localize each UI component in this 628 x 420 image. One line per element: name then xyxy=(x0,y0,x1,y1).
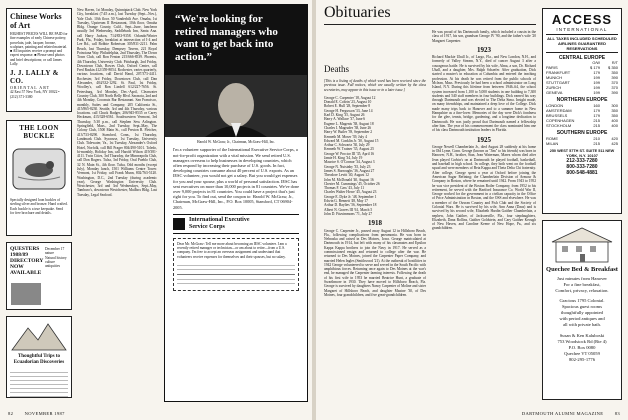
fare-rt: 350 xyxy=(611,70,618,75)
death-entry: James S. Burroughs '36, August 27 xyxy=(324,168,375,173)
quechee-line: Quechee VT 05059 xyxy=(564,351,600,356)
fare-rt: 400 xyxy=(611,123,618,128)
fare-city: STOCKHOLM xyxy=(546,123,572,128)
club-listings-column xyxy=(77,8,157,396)
questers-line: December 17 xyxy=(45,247,65,251)
fare-city: GENEVA xyxy=(546,90,563,95)
chinese-art-firm-sub: ORIENTAL ART xyxy=(10,85,51,91)
death-entry: Albert N. Graves III '61, March 5 xyxy=(324,207,373,212)
fare-rt: 350 xyxy=(611,108,618,113)
fare-ow: 160 xyxy=(593,103,600,108)
obit-1918-cont: He was proud of his Dartmouth family, which included a cousin in the class of 1917, his son, grandson George IV '90, and the father's wife '20 Margaret Carpenter. xyxy=(432,30,536,43)
obituaries-header: Obituaries xyxy=(324,4,391,21)
fare-rt: 390 xyxy=(611,90,618,95)
death-entry: Edward M. Conklin Jr. '30, August 15 xyxy=(324,138,379,143)
fare-city: PARIS xyxy=(546,65,558,70)
death-entry: Jamie H. King '34, July 19 xyxy=(324,156,363,161)
obituaries-col-2 xyxy=(432,30,536,400)
fare-ow: 179 xyxy=(593,70,600,75)
right-page xyxy=(316,0,628,420)
loon-buckle-title: THE LOON BUCKLE xyxy=(19,124,59,140)
access-banner: ALL TAXES INCLUDED SCHEDULED AIRLINES GUARANTEED RESERVATIONS xyxy=(547,36,617,51)
death-entry: George W. Proctor III '35, April 16 xyxy=(324,151,375,156)
quechee-lines xyxy=(546,276,618,363)
death-entry: George N. Nutsinby '35, July 23 xyxy=(324,164,371,169)
quechee-line: For a fine breakfast, xyxy=(563,282,601,287)
fare-rt: 390 xyxy=(611,75,618,80)
chinese-art-ad xyxy=(6,8,72,112)
death-entry: Charles I. Magruder '38, June 26 xyxy=(324,125,372,130)
fare-ow: 199 xyxy=(593,90,600,95)
fare-ow: 199 xyxy=(593,85,600,90)
chinese-art-title: Chinese Works of Art xyxy=(10,12,62,30)
club-listings-text: New Haven, 1st Monday, Quinnipiack Club. New York City, breakfast (7:45 a.m.), last Tuesday (Sept.–Nov.), Yale Club. 10th floor. 50 Vanderbilt Ave. Omaha, 1st Tuesday, Upstream II Restaurant, 10th floor, Omaha Bldg. Orange County, Calif., Sept.–June, luncheon usually 3rd Wednesday, Saddleback Inn, Santa Ana. call Harry Judson, 714/833-9358. Orlando/Winter Park, Fla., Friday, breakfast at intersection of I-4 and Lee Rd., call Bobbie Robertson 305/831-2211. Palm Beach, last Thursday, Dempsey Tavern, 221 Royal Poinciana Way. Philadelphia, 2nd Thursday, The Down Town Club, call Ron Fenton 215/666-8539. Phoenix, 4th Thursday, University Club. Pittsburgh, 2nd Friday, Downtown Club, Rowes Club, Oxford Center, call Fred Raskin 412/359-8054. Rochester, varies quarterly, various locations, call David Hand, 207/373-4411. Rochester, 3rd Friday, Downtown Club, call Dan Alexander, 404/332-1292. St. Paul, 1st Friday, Woolley's, call Ron Lindell 612/227-7656. St. Petersburg, 3rd Monday, Dec.-April, Clearwater Country Club, 300 North Belly Blvd. Sarasota, 2nd and 4th Monday, Coconuts Bar Restaurant. San Francisco, monthly, Suites and Company, 205 California St., 415/865-8230. Seattle, 3rd and 4th Thursday, various locations. call Chuck Badger, 206/945-8535 or Carey Heckman, 415/328-6561. Southwestern Vermont, 3rd Thursday, 5:30 p.m., call Stephen Sess Arlington. Springfield, Mass., 2nd Tuesday, Sept–May, The Colony Club, 1500 Main St., call Preston B. Fletcher, 413/733-8290. Stamford, Conn., 1st Thursday, Landmark Club. Syracuse, 1st Tuesday, University Club. Tidewater, Va., 1st Tuesday, Alexander's Oxford Hotel, Norfolk, call Bill Prager 804/490-5101. Toledo, bi-monthly, Holiday Inn, call Harold Wilson 419/381-4111. Twin Cities, 3rd Thursday, the Minneapolis Club, call Don Rogers. Tulsa, 3rd Friday, Oral Pueblo Club, 32 N. Main St., 4th floor. Tulsa, Odd months (except July), Monday lunch, 1501 Williams Centre Tower. Vermont, 1st Friday, call Frank Munn, 802/763-5120. Washington, D.C., 2nd Tuesday (during academic year), George Washington University Club. Westchester, 3rd and 3rd Wednesdays, Sept–May, Tamburo's, downtown Westchester, Mailbox Bldg. Last Tuesday, Legal Seafood. xyxy=(77,8,157,197)
fare-rt: 400 xyxy=(611,118,618,123)
north-europe-title: NORTHERN EUROPE xyxy=(556,97,608,103)
obit-1925-body: George Newell Chamberlain Jr., died August 28 suddenly at his home in Old Lyme, Conn. George (known as "Jim" to his friends) was born in Hanover, N.H., brother, Stan, Jean Waterman, Marez whom died after Jean played Corbin's on at Dartmouth he played football, basketball, and baseball in high school. In college, they both went on the football squad and were members of Beta Kappa and Theta Delta Chi fraternity. After college, George spent a year at Oxford before joining the American Sugar Refining; the Chamberlain Division of Armour & Company in Boston, where he remained until 1942. From 1943 to 1952 he was vice president of the Boston Boiler Company, from 1952 to his retirement, he served with the Hartford Insurance Co. World War II, George worked for the government in a civilian capacity in the Office of Price Administration in Boston, and the OSS and elsewhere. He was a member of the Ouvran Country and Fish Club and the Society of Colonial Wars. He is survived by his wife, Ann Anna (Daus) and is survived by his second wife, Elizabeth Hardin Gaither Chamberlain, a nephew, John Gaither, of Jacksonville, Fla., four stepdaughters, Elizabeth, Dana Rollins, Gaither Goldstein, and Cary Gaither Keough of New Haven, and Caroline Keene of New Hope, Pa., and six grandchildren. xyxy=(432,144,536,231)
quechee-line: Comfort, privacy, relaxation. xyxy=(555,288,609,293)
chinese-art-address: 42 East 57 New York, NY 10022 • (212) 371-3380 xyxy=(10,90,60,99)
thoughtful-trips-filler xyxy=(10,369,68,397)
header-rule xyxy=(324,24,536,25)
year-1918-heading: 1918 xyxy=(368,219,382,228)
fare-rt: 420 xyxy=(611,136,618,141)
questers-line: nature xyxy=(45,251,54,256)
fare-city: MILAN xyxy=(546,141,559,146)
questers-ad xyxy=(6,242,72,310)
year-1925-heading: 1925 xyxy=(477,135,491,144)
access-sub: INTERNATIONAL xyxy=(556,27,608,32)
left-page xyxy=(0,0,312,420)
fare-ow: 210 xyxy=(593,136,600,141)
iesc-logo xyxy=(173,214,299,234)
fare-ow: 199 xyxy=(593,75,600,80)
fare-row xyxy=(546,141,618,146)
access-phone[interactable]: 212-333-7280 xyxy=(566,158,598,165)
south-europe-title: SOUTHERN EUROPE xyxy=(556,130,608,136)
questers-line: Natural history xyxy=(45,255,67,260)
fare-ow: 179 xyxy=(593,113,600,118)
fare-city: AMSTERDAM xyxy=(546,108,572,113)
fare-city: MUNICH xyxy=(546,75,562,80)
fare-col-header: O/W xyxy=(592,61,600,65)
questers-photo xyxy=(11,283,41,305)
fare-row xyxy=(546,90,618,95)
mcgraw-caption: Harold W. McGraw, Jr., Chairman, McGraw-Hill, Inc. xyxy=(197,140,275,144)
death-entry: Theodore Levitt '40, August 12 xyxy=(324,173,369,178)
fare-ow: $ 179 xyxy=(589,65,600,70)
fare-city: COPENHAGEN xyxy=(546,118,575,123)
iesc-logo-text: International Executive Service Corps xyxy=(189,216,250,230)
south-europe-fares xyxy=(546,136,618,146)
quechee-line: 753 Woodstock Rd (Rte 4) xyxy=(557,339,607,344)
obit-1918-body: George C. Carpenter Jr., passed away August 12 in Hillsboro Beach, Fla., following complications from pneumonia. He was born in Nebraska and raised in Des Moines, Iowa. George matriculated at Dartmouth in 1914, but left with many of his classmates and Epsilon Kappa Kappa brothers to join the Navy in 1917. He served as a commissioned ensign and returned to college after the war. He returned to Des Moines, joined the Carpenter Paper Company, and married Helen Ingles (Smithwood '21). At the outbreak of hostilities in 1942 George volunteered to serve and served in the South Pacific with amphibious forces. Returning once again to Des Moines at the war's end, he managed the Carpenter farming interests. Following the death of his first wife in 1953 he married Beatrice Hunt, a graduate of Swarthmore in 1930. They have moved to Hillsboro Beach, Fla. George is survived by daughters Nancy Carpenter of Moline and sister Margaret of Hillsboro Beach, and daughter Maxine '30, of Des Moines, four grandchildren, and five great-grandchildren. xyxy=(324,228,426,297)
death-entry: Arthur D. Baylies '56, September 18 xyxy=(324,203,377,208)
deaths-intro: [This is a listing of deaths of which word has been received since the previous issue. Full notices, which are usually written by the class secretaries, may appear in this issue or in a later issue.] xyxy=(324,79,426,92)
portrait-illustration xyxy=(165,75,307,137)
death-entry: John D. Fitzsimmons '71, July 27 xyxy=(324,211,373,216)
fare-rt: 350 xyxy=(611,113,618,118)
death-entry: Thomas F. Cass '43, July 11 xyxy=(324,186,365,191)
fare-rt: 300 xyxy=(611,103,618,108)
fare-city: LONDON xyxy=(546,103,564,108)
quechee-line: Just minutes from Hanover xyxy=(557,276,607,281)
access-phone[interactable]: 800-548-4881 xyxy=(566,170,598,177)
central-europe-fares xyxy=(546,65,618,95)
right-page-number: 83 xyxy=(614,411,620,416)
death-entry: Robert E. Hull '28, September 8 xyxy=(324,104,371,109)
death-entry: Kenneth W. Trainer '35, August 25 xyxy=(324,147,374,152)
quechee-line: Gracious 1795 Colonial. xyxy=(559,298,605,303)
fare-rt: 425 xyxy=(611,141,618,146)
fare-city: ZURICH xyxy=(546,85,562,90)
year-1923-heading: 1923 xyxy=(477,45,491,54)
left-page-date: NOVEMBER 1987 xyxy=(24,411,65,416)
quechee-line: thoughtfully appointed xyxy=(561,310,603,315)
north-europe-fares xyxy=(546,103,618,128)
fare-rt: $ 350 xyxy=(607,65,618,70)
obituaries-col-1 xyxy=(324,30,426,400)
death-entry: Kenneth M. Moser '39, July 4 xyxy=(324,134,367,139)
loon-buckle-illustration xyxy=(10,143,68,195)
questers-line: culture xyxy=(45,259,55,264)
iesc-headline: “We're looking for retired managers who want to get back into action.” xyxy=(175,13,278,63)
fare-ow: 215 xyxy=(593,123,600,128)
fare-city: FRANKFURT xyxy=(546,70,571,75)
left-page-number: 82 xyxy=(8,411,14,416)
iesc-header xyxy=(165,5,307,75)
right-page-magazine: DARTMOUTH ALUMNI MAGAZINE xyxy=(521,411,604,416)
questers-lines xyxy=(45,247,71,268)
quechee-bnb-ad xyxy=(542,220,622,400)
quechee-line: P.O. Box 0080 xyxy=(568,345,596,350)
iesc-body: I'm a volunteer supporter of the International Executive Service Corps, a not-for-profit organization with a vital mission. We send retired U.S. managers overseas to help businesses in developing countries, which often respond by increasing their purchase of U.S. goods. In fact, developing countries consume about 40 percent of U.S. exports. As an IESC volunteer, you would not get a salary. But you would get expenses for you and your spouse, plus a world of personal satisfaction. IESC has sent executives on more than 10,000 projects in 81 countries. We've done over 9,000 projects in 81 countries. You could have a project that's just right for you. To find out, send the coupon to: Harold W. McGraw, Jr., Chairman, McGraw-Hill, Inc., P.O. Box 10005, Stamford, CT 06904-2005. xyxy=(173,147,300,210)
fare-city: STUTTGART xyxy=(546,80,570,85)
death-entry: Harry W. Butler '39, September 2 xyxy=(324,130,373,135)
death-entry: George H. Fergusson '33, June 14 xyxy=(324,108,373,113)
fare-city: ROME xyxy=(546,136,558,141)
deaths-heading: Deaths xyxy=(324,64,349,74)
quechee-line: Susan & Ken Kaluboski xyxy=(559,333,605,338)
iesc-logo-mark xyxy=(173,218,185,230)
death-entry: Eugene L. Magenis '38, August 18 xyxy=(324,121,374,126)
death-entry: Harry A. Wallace '37, June 6 xyxy=(324,117,366,122)
fare-col-header: R/T xyxy=(611,61,618,65)
access-address: 250 WEST 57TH ST. SUITE 511 NEW YORK, N.Y. 10107 xyxy=(549,149,615,158)
fare-rt: 370 xyxy=(611,85,618,90)
access-phone[interactable]: 800-333-7280 xyxy=(566,164,598,171)
death-entry: George E. Dyke Jr. '48, September 1 xyxy=(324,194,377,199)
fare-ow: 215 xyxy=(593,141,600,146)
deaths-list xyxy=(324,96,426,216)
house-illustration xyxy=(546,224,618,264)
fare-rt: 370 xyxy=(611,80,618,85)
iesc-coupon-text: Dear Mr. McGraw: Tell me more about becoming an IESC volunteer. I am a recently retired manager or technician—or am about to retire—from a U.S. company. I'm free to accept an overseas assignment and understand that volunteers receive expenses for themselves and their spouses, but no salary. xyxy=(177,241,287,259)
death-entry: Karl D. King '35, August 26 xyxy=(324,113,365,118)
coupon-fill-lines xyxy=(177,261,295,287)
iesc-coupon[interactable] xyxy=(173,238,299,291)
left-folio xyxy=(8,411,65,416)
thoughtful-trips-title: Thoughtful Trips to Ecuadorian Discoveries xyxy=(13,354,65,365)
fare-ow: 199 xyxy=(593,80,600,85)
central-europe-title: CENTRAL EUROPE xyxy=(558,55,606,61)
chinese-art-body: HIGHEST PRICES WILL BE PAID for fine examples of early Chinese pottery, porcelain, jade, lacquer, bronze, sculpture, painting and related material. ■ All inquiries receive a prompt and expert response. ■ Please send photos and brief descriptions; or call James Lally. xyxy=(10,32,68,67)
quechee-title: Quechee Bed & Breakfast xyxy=(546,266,618,273)
loon-buckle-ad xyxy=(6,120,72,236)
death-entry: Charles Walter Howe '45, August 23 xyxy=(324,190,377,195)
thoughtful-trips-ad xyxy=(6,316,72,398)
death-entry: Maurice S. O'Connor '34, August 3 xyxy=(324,160,375,165)
chinese-art-firm: J. J. LALLY & CO. xyxy=(10,69,59,86)
fare-row xyxy=(546,123,618,128)
death-entry: Arthur C. Schwartz '30, July 29 xyxy=(324,143,370,148)
fare-city: BRUSSELS xyxy=(546,113,568,118)
death-entry: Donald E. Coltrin '23, August 10 xyxy=(324,100,372,105)
death-entry: John M. McDonald '40, August 16 xyxy=(324,177,374,182)
fare-ow: 179 xyxy=(593,108,600,113)
obit-1923-body: Richard Mackie Uhall Jr., of Largo, Fla., and New London, N.H., and formerly of Valley Stream, N.Y., died of cancer August 3 after a courageous battle. He is survived by his wife, Alma, a son, Dr. Richard Uhall, and a daughter, Mrs. Ralph Schaefer. After graduation, Dick started a master's in education at Columbia and entered the teaching profession. At his death he was retired from the public schools of Mclean, Mass. Previously he had been a school administrator on Long Island, N.Y. During this lifetime from between 1946–64, the school system increased from 1,100 to 5,000 students in one building to 7,300 students and 540 staff members in four buildings. Dick earned his way through Dartmouth and was elected to The Delta Sima. Insight made, on many friendships, and maintained a deep love of the College. Dick made many trips back to Hanover and to a summer home in New Hampshire as a fine-lover. Memories of the day were Dick's fondness for the glee, tennis, bridge, gardening, and a longtime dedication to Dartmouth. He was justly proud that Dartmouth named a fellowship after him. The year of his commencement the class nominated him one of his class Dartmouth institution leaders in Florida. xyxy=(432,55,536,133)
death-entry: Chester M. Cummings '45, October 26 xyxy=(324,181,380,186)
death-entry: George C. Carpenter '18, August 12 xyxy=(324,95,376,100)
quechee-line: all with private bath. xyxy=(562,322,601,327)
quechee-line: Spacious guest rooms xyxy=(561,304,603,309)
quechee-line: with period antiques and xyxy=(559,316,605,321)
mountain-icon xyxy=(10,320,68,352)
death-entry: Edwin G. Bennett '48, May 17 xyxy=(324,199,368,204)
right-folio xyxy=(522,411,620,416)
questers-title: QUESTERS 1988/89 DIRECTORY NOW AVAILABLE xyxy=(10,246,44,276)
mcgraw-photo xyxy=(165,75,307,137)
quechee-line: 802-295-1776 xyxy=(568,357,596,362)
fare-ow: 215 xyxy=(593,118,600,123)
access-international-ad xyxy=(542,8,622,214)
questers-line: antiquities xyxy=(45,264,60,269)
iesc-ad xyxy=(164,4,308,402)
loon-buckle-body: Specially designed loon buckles of sterling silver and bronze. Hand crafted. Each buckle is a true keepsake. Send for free brochure and details. xyxy=(10,198,68,215)
access-brand: ACCESS xyxy=(551,12,613,27)
